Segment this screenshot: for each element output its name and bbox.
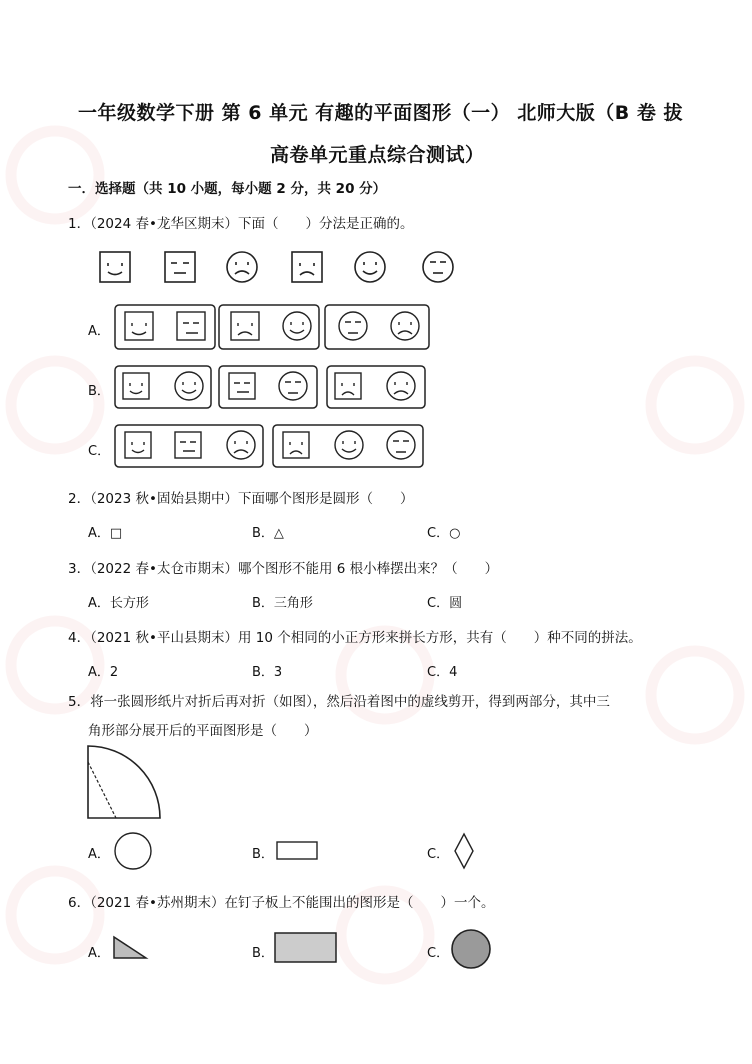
question-1-option-c-label: C． [88, 444, 111, 459]
section-heading: 一．选择题（共 10 小题，每小题 2 分，共 20 分） [68, 181, 387, 197]
circle-shape-icon[interactable] [113, 831, 153, 871]
question-1-faces-figure [90, 245, 470, 295]
question-1-option-b-label: B． [88, 384, 110, 399]
circle-neutral-face-icon [339, 312, 367, 340]
question-1-option-a-figure[interactable] [113, 303, 433, 353]
question-1-option-b-figure[interactable] [113, 364, 429, 412]
question-4-option-b[interactable]: B．3 [252, 665, 283, 680]
square-neutral-face-icon [229, 373, 255, 399]
question-3-stem: 3．（2022 春•太仓市期末）哪个图形不能用 6 根小棒摆出来？（ ） [68, 561, 499, 577]
question-3-option-c[interactable]: C．圆 [427, 596, 463, 611]
question-6-option-c-label: C． [427, 946, 450, 961]
circle-sad-face-icon [227, 252, 257, 282]
circle-neutral-face-icon [279, 372, 307, 400]
circle-sad-face-icon [391, 312, 419, 340]
question-1-stem: 1．（2024 春•龙华区期末）下面（ ）分法是正确的。 [68, 216, 414, 232]
square-smile-face-icon [100, 252, 130, 282]
circle-smile-face-icon [175, 372, 203, 400]
question-2-option-c[interactable]: C．○ [427, 526, 461, 541]
square-smile-face-icon [125, 432, 151, 458]
question-2-stem: 2．（2023 秋•固始县期中）下面哪个图形是圆形（ ） [68, 491, 414, 507]
rectangle-filled-shape-icon[interactable] [273, 931, 339, 965]
question-4-option-a[interactable]: A．2 [88, 665, 119, 680]
question-5-stem-line1: 5．将一张圆形纸片对折后再对折（如图），然后沿着图中的虚线剪开，得到两部分，其中三 [68, 694, 610, 710]
watermark-logo-icon [640, 350, 750, 460]
circle-neutral-face-icon [387, 431, 415, 459]
question-3-option-a[interactable]: A．长方形 [88, 596, 149, 611]
square-smile-face-icon [123, 373, 149, 399]
question-2-option-b[interactable]: B．△ [252, 526, 284, 541]
question-5-option-c-label: C． [427, 847, 450, 862]
question-1-option-a-label: A． [88, 324, 110, 339]
question-1-option-c-figure[interactable] [113, 423, 427, 471]
circle-sad-face-icon [227, 431, 255, 459]
square-neutral-face-icon [165, 252, 195, 282]
circle-smile-face-icon [335, 431, 363, 459]
circle-filled-shape-icon[interactable] [449, 927, 493, 971]
rectangle-shape-icon[interactable] [276, 840, 320, 862]
question-5-option-a-label: A． [88, 847, 110, 862]
triangle-shape-icon[interactable] [111, 934, 149, 962]
question-6-stem: 6．（2021 春•苏州期末）在钉子板上不能围出的图形是（ ）一个。 [68, 895, 495, 911]
folded-quarter-circle-figure [86, 744, 166, 820]
question-5-stem-line2: 角形部分展开后的平面图形是（ ） [88, 723, 318, 739]
circle-neutral-face-icon [423, 252, 453, 282]
square-sad-face-icon [231, 312, 259, 340]
question-4-stem: 4．（2021 秋•平山县期末）用 10 个相同的小正方形来拼长方形，共有（ ）种不同的拼法。 [68, 630, 642, 646]
question-6-option-a-label: A． [88, 946, 110, 961]
square-sad-face-icon [335, 373, 361, 399]
question-4-option-c[interactable]: C．4 [427, 665, 458, 680]
document-title-line1: 一年级数学下册 第 6 单元 有趣的平面图形（一） 北师大版（B 卷 拔 [78, 102, 684, 124]
watermark-logo-icon [640, 640, 750, 750]
circle-sad-face-icon [387, 372, 415, 400]
question-2-option-a[interactable]: A．□ [88, 526, 123, 541]
rhombus-shape-icon[interactable] [453, 832, 475, 870]
square-neutral-face-icon [175, 432, 201, 458]
square-neutral-face-icon [177, 312, 205, 340]
square-smile-face-icon [125, 312, 153, 340]
question-3-option-b[interactable]: B．三角形 [252, 596, 313, 611]
circle-smile-face-icon [355, 252, 385, 282]
document-title-line2: 高卷单元重点综合测试） [270, 144, 485, 166]
square-sad-face-icon [292, 252, 322, 282]
question-5-option-b-label: B． [252, 847, 274, 862]
square-sad-face-icon [283, 432, 309, 458]
circle-smile-face-icon [283, 312, 311, 340]
question-6-option-b-label: B． [252, 946, 274, 961]
